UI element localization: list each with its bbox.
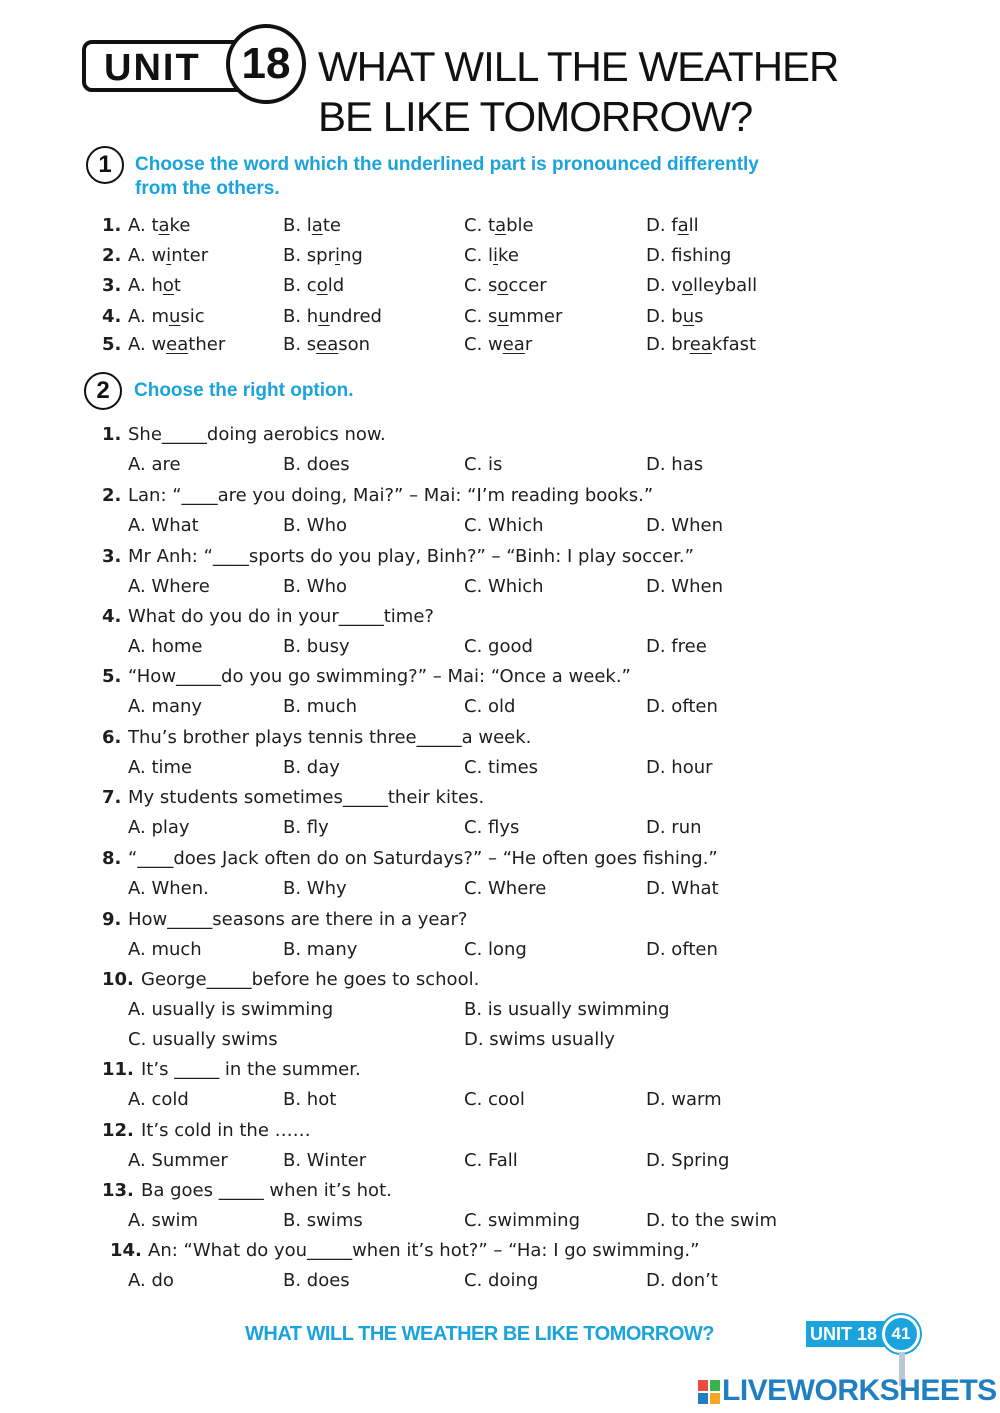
question-stem-row xyxy=(0,784,1000,812)
answer-option[interactable]: B. much xyxy=(283,696,358,717)
answer-option[interactable]: C. cool xyxy=(464,1089,525,1110)
option-text: D. f xyxy=(646,245,683,266)
question-stem-row xyxy=(0,1056,1000,1084)
underlined-letters: i xyxy=(166,245,172,266)
underlined-letters: u xyxy=(318,306,330,327)
underlined-letters: ea xyxy=(689,334,712,355)
answer-option[interactable]: D. run xyxy=(646,817,702,838)
option-text: C. l xyxy=(464,245,494,266)
pronunciation-question-row xyxy=(0,212,1000,240)
answer-option[interactable]: D. hour xyxy=(646,757,713,778)
option-text: B. l xyxy=(283,215,312,236)
question-number: 2. xyxy=(102,245,122,266)
question-stem-row xyxy=(0,421,1000,449)
underlined-letters: u xyxy=(497,306,509,327)
question-stem-row xyxy=(0,845,1000,873)
underlined-letters: ea xyxy=(316,334,339,355)
answer-options-row xyxy=(0,754,1000,782)
question-stem: An: “What do you_____when it’s hot?” – “Ha: I go swimming.” xyxy=(148,1240,700,1261)
liveworksheets-logo-icon xyxy=(698,1380,720,1404)
option-text: D. b xyxy=(646,306,683,327)
page-number: 41 xyxy=(882,1315,920,1353)
pronunciation-question-row xyxy=(0,272,1000,300)
question-stem-row xyxy=(0,663,1000,691)
question-number: 12. xyxy=(102,1120,134,1141)
answer-option[interactable]: D. When xyxy=(646,515,723,536)
question-stem: It’s _____ in the summer. xyxy=(141,1059,361,1080)
question-stem-row xyxy=(0,1177,1000,1205)
underlined-letters: o xyxy=(681,275,693,296)
answer-option xyxy=(128,272,181,300)
answer-option xyxy=(128,331,225,359)
underlined-letters: i xyxy=(335,245,341,266)
section-2-number: 2 xyxy=(84,372,122,410)
answer-options-row xyxy=(0,936,1000,964)
answer-options-row xyxy=(0,1147,1000,1175)
page-title-line-2: BE LIKE TOMORROW? xyxy=(318,93,753,140)
option-text: ll xyxy=(688,215,699,236)
liveworksheets-watermark: LIVEWORKSHEETS xyxy=(722,1374,997,1407)
answer-option[interactable]: A. When. xyxy=(128,878,209,899)
answer-option[interactable]: B. is usually swimming xyxy=(464,999,670,1020)
option-text: lleyball xyxy=(692,275,758,296)
underlined-letters: a xyxy=(158,215,170,236)
answer-option xyxy=(464,331,532,359)
option-text: nter xyxy=(171,245,209,266)
answer-option[interactable]: D. swims usually xyxy=(464,1029,615,1050)
answer-option[interactable]: C. doing xyxy=(464,1270,539,1291)
section-2-instruction: Choose the right option. xyxy=(134,380,354,401)
option-text: r xyxy=(524,334,533,355)
answer-option[interactable]: B. does xyxy=(283,1270,350,1291)
answer-options-row xyxy=(0,573,1000,601)
answer-option[interactable]: C. Fall xyxy=(464,1150,518,1171)
question-stem: “____does Jack often do on Saturdays?” – “He often goes fishing.” xyxy=(128,848,718,869)
answer-option[interactable]: A. swim xyxy=(128,1210,199,1231)
answer-options-row xyxy=(0,1026,1000,1054)
footer-title: WHAT WILL THE WEATHER BE LIKE TOMORROW? xyxy=(245,1323,714,1345)
answer-option[interactable]: A. Where xyxy=(128,576,210,597)
answer-option[interactable]: A. cold xyxy=(128,1089,189,1110)
page-title-line-1: WHAT WILL THE WEATHER xyxy=(318,43,839,90)
answer-option xyxy=(283,272,344,300)
answer-option xyxy=(464,303,562,331)
underlined-letters: o xyxy=(316,275,328,296)
answer-option xyxy=(646,212,699,240)
question-number: 4. xyxy=(102,306,122,327)
pronunciation-question-row xyxy=(0,303,1000,331)
answer-option[interactable]: A. play xyxy=(128,817,190,838)
underlined-letters: o xyxy=(497,275,509,296)
answer-option xyxy=(283,331,370,359)
underlined-letters: a xyxy=(495,215,507,236)
underlined-letters: u xyxy=(682,306,695,327)
question-number: 4. xyxy=(102,606,122,627)
section-1-instruction-line-1: Choose the word which the underlined part is pronounced differently xyxy=(135,154,759,175)
question-stem: Mr Anh: “____sports do you play, Binh?” – “Binh: I play soccer.” xyxy=(128,546,694,567)
option-text: te xyxy=(322,215,341,236)
answer-option[interactable]: B. swims xyxy=(283,1210,363,1231)
question-stem-row xyxy=(0,603,1000,631)
option-text: ble xyxy=(506,215,534,236)
question-stem-row xyxy=(0,1117,1000,1145)
option-text: A. m xyxy=(128,306,169,327)
underlined-letters: u xyxy=(168,306,181,327)
answer-option[interactable]: C. Where xyxy=(464,878,547,899)
answer-option[interactable]: B. day xyxy=(283,757,340,778)
answer-option[interactable]: C. long xyxy=(464,939,527,960)
answer-option xyxy=(646,242,731,270)
answer-option xyxy=(646,331,756,359)
answer-option[interactable]: D. has xyxy=(646,454,704,475)
option-text: D. br xyxy=(646,334,690,355)
answer-option[interactable]: D. free xyxy=(646,636,707,657)
question-stem-row xyxy=(0,1237,1000,1265)
answer-option[interactable]: B. Who xyxy=(283,576,348,597)
option-text: t xyxy=(173,275,181,296)
answer-option[interactable]: B. Why xyxy=(283,878,347,899)
answer-option[interactable]: D. don’t xyxy=(646,1270,718,1291)
answer-options-row xyxy=(0,693,1000,721)
underlined-letters: a xyxy=(677,215,689,236)
answer-options-row xyxy=(0,1086,1000,1114)
answer-options-row xyxy=(0,875,1000,903)
answer-option[interactable]: C. flys xyxy=(464,817,520,838)
question-number: 6. xyxy=(102,727,122,748)
answer-option xyxy=(128,303,205,331)
answer-option[interactable]: C. is xyxy=(464,454,503,475)
question-stem-row xyxy=(0,966,1000,994)
option-text: son xyxy=(338,334,371,355)
question-number: 9. xyxy=(102,909,122,930)
option-text: B. h xyxy=(283,306,319,327)
answer-option[interactable]: D. often xyxy=(646,939,718,960)
answer-option[interactable]: D. warm xyxy=(646,1089,722,1110)
option-text: A. w xyxy=(128,245,167,266)
option-text: kfast xyxy=(711,334,757,355)
answer-option xyxy=(464,272,547,300)
option-text: ccer xyxy=(508,275,547,296)
answer-option[interactable]: D. often xyxy=(646,696,718,717)
underlined-letters: ea xyxy=(166,334,189,355)
answer-option[interactable]: D. to the swim xyxy=(646,1210,777,1231)
question-stem: George_____before he goes to school. xyxy=(141,969,480,990)
answer-option xyxy=(464,212,534,240)
option-text: D. f xyxy=(646,215,678,236)
option-text: C. s xyxy=(464,275,498,296)
option-text: B. spr xyxy=(283,245,335,266)
answer-options-row xyxy=(0,512,1000,540)
question-number: 10. xyxy=(102,969,134,990)
unit-label: UNIT xyxy=(104,47,201,89)
question-stem: Thu’s brother plays tennis three_____a week. xyxy=(128,727,532,748)
answer-option xyxy=(646,272,757,300)
answer-option xyxy=(464,242,519,270)
answer-option[interactable]: A. usually is swimming xyxy=(128,999,334,1020)
question-number: 5. xyxy=(102,666,122,687)
question-number: 14. xyxy=(110,1240,142,1261)
question-stem: Lan: “____are you doing, Mai?” – Mai: “I’m reading books.” xyxy=(128,485,654,506)
option-text: s xyxy=(694,306,704,327)
answer-option xyxy=(283,242,363,270)
answer-options-row xyxy=(0,633,1000,661)
pronunciation-question-row xyxy=(0,242,1000,270)
section-1-instruction-line-2: from the others. xyxy=(135,178,280,199)
section-1-number: 1 xyxy=(86,146,124,184)
option-text: C. t xyxy=(464,215,496,236)
underlined-letters: i xyxy=(493,245,499,266)
answer-option[interactable]: C. times xyxy=(464,757,539,778)
answer-option[interactable]: C. usually swims xyxy=(128,1029,278,1050)
answer-option xyxy=(283,303,382,331)
option-text: ke xyxy=(169,215,191,236)
answer-option[interactable]: B. fly xyxy=(283,817,329,838)
question-stem-row xyxy=(0,482,1000,510)
option-text: ndred xyxy=(329,306,382,327)
answer-option[interactable]: C. swimming xyxy=(464,1210,581,1231)
question-number: 7. xyxy=(102,787,122,808)
answer-option[interactable]: A. are xyxy=(128,454,181,475)
answer-option[interactable]: C. Which xyxy=(464,576,544,597)
question-stem: How_____seasons are there in a year? xyxy=(128,909,468,930)
underlined-letters: ea xyxy=(502,334,525,355)
question-stem: “How_____do you go swimming?” – Mai: “Once a week.” xyxy=(128,666,631,687)
question-number: 3. xyxy=(102,546,122,567)
option-text: sic xyxy=(180,306,205,327)
underlined-letters: a xyxy=(311,215,323,236)
option-text: A. t xyxy=(128,215,159,236)
answer-option[interactable]: A. time xyxy=(128,757,193,778)
answer-options-row xyxy=(0,814,1000,842)
answer-option[interactable]: A. much xyxy=(128,939,202,960)
answer-option[interactable]: B. Winter xyxy=(283,1150,367,1171)
answer-option[interactable]: A. do xyxy=(128,1270,174,1291)
option-text: A. w xyxy=(128,334,167,355)
answer-option xyxy=(646,303,704,331)
option-text: ke xyxy=(498,245,519,266)
answer-option[interactable]: A. many xyxy=(128,696,203,717)
option-text: shing xyxy=(682,245,732,266)
answer-option[interactable]: A. Summer xyxy=(128,1150,228,1171)
question-stem: It’s cold in the …… xyxy=(141,1120,311,1141)
option-text: ther xyxy=(188,334,226,355)
answer-option xyxy=(283,212,341,240)
question-number: 5. xyxy=(102,334,122,355)
question-stem: What do you do in your_____time? xyxy=(128,606,434,627)
question-number: 13. xyxy=(102,1180,134,1201)
option-text: A. h xyxy=(128,275,163,296)
answer-option[interactable]: D. Spring xyxy=(646,1150,730,1171)
question-stem-row xyxy=(0,543,1000,571)
answer-option[interactable]: A. What xyxy=(128,515,199,536)
option-text: ld xyxy=(327,275,345,296)
answer-option[interactable]: B. busy xyxy=(283,636,350,657)
question-number: 1. xyxy=(102,424,122,445)
answer-option[interactable]: A. home xyxy=(128,636,203,657)
footer-unit-badge: UNIT 18 xyxy=(806,1321,890,1347)
answer-option[interactable]: B. hot xyxy=(283,1089,337,1110)
answer-options-row xyxy=(0,996,1000,1024)
answer-option[interactable]: B. Who xyxy=(283,515,348,536)
option-text: C. s xyxy=(464,306,498,327)
answer-options-row xyxy=(0,1267,1000,1295)
option-text: B. s xyxy=(283,334,317,355)
question-number: 2. xyxy=(102,485,122,506)
question-stem-row xyxy=(0,906,1000,934)
unit-number-badge: 18 xyxy=(226,24,306,104)
answer-option[interactable]: D. What xyxy=(646,878,719,899)
answer-option[interactable]: D. When xyxy=(646,576,723,597)
answer-option xyxy=(128,242,208,270)
option-text: ng xyxy=(340,245,363,266)
question-number: 11. xyxy=(102,1059,134,1080)
answer-option[interactable]: C. Which xyxy=(464,515,544,536)
answer-options-row xyxy=(0,1207,1000,1235)
pronunciation-question-row xyxy=(0,331,1000,359)
question-stem-row xyxy=(0,724,1000,752)
option-text: D. v xyxy=(646,275,682,296)
answer-option[interactable]: C. good xyxy=(464,636,533,657)
option-text: C. w xyxy=(464,334,503,355)
answer-option[interactable]: C. old xyxy=(464,696,516,717)
question-stem: Ba goes _____ when it’s hot. xyxy=(141,1180,392,1201)
question-number: 1. xyxy=(102,215,122,236)
question-number: 3. xyxy=(102,275,122,296)
option-text: B. c xyxy=(283,275,317,296)
answer-options-row xyxy=(0,451,1000,479)
option-text: mmer xyxy=(508,306,563,327)
answer-option[interactable]: B. does xyxy=(283,454,350,475)
answer-option[interactable]: B. many xyxy=(283,939,358,960)
question-stem: My students sometimes_____their kites. xyxy=(128,787,485,808)
answer-option xyxy=(128,212,190,240)
underlined-letters: o xyxy=(162,275,174,296)
question-stem: She_____doing aerobics now. xyxy=(128,424,386,445)
question-number: 8. xyxy=(102,848,122,869)
